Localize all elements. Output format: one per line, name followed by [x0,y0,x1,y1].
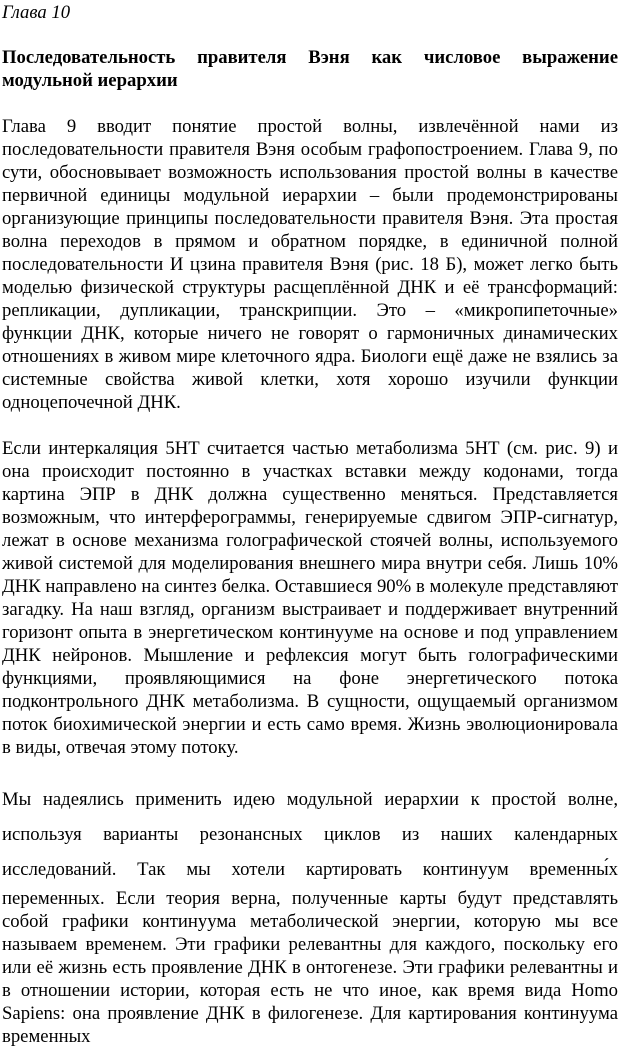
paragraph-1: Глава 9 вводит понятие простой волны, извлечённой нами из последовательности правителя Вэня особым графопостроением. Глава 9, по сути, обосновывает возможность использования простой волны в качестве первичной единицы модульной иерархии – были продемонстрированы организующие принципы последовательности правителя Вэня. Эта простая волна переходов в прямом и обратном порядке, в единичной полной последовательности И цзина правителя Вэня (рис. 18 Б), может легко быть моделью физической структуры расщеплённой ДНК и её трансформаций: репликации, дупликации, транскрипции. Это – «микропипеточные» функции ДНК, которые ничего не говорят о гармоничных динамических отношениях в живом мире клеточного ядра. Биологи ещё даже не взялись за системные свойства живой клетки, хотя хорошо изучили функции одноцепочечной ДНК. [2,116,618,413]
paragraph-2: Если интеркаляция 5НТ считается частью метаболизма 5НТ (см. рис. 9) и она происходит постоянно в участках вставки между кодонами, тогда картина ЭПР в ДНК должна существенно меняться. Представляется возможным, что интерферограммы, генерируемые сдвигом ЭПР-сигнатур, лежат в основе механизма голографической стоячей волны, используемого живой системой для моделирования внешнего мира внутри себя. Лишь 10% ДНК направлено на синтез белка. Оставшиеся 90% в молекуле представляют загадку. На наш взгляд, организм выстраивает и поддерживает внутренний горизонт опыта в энергетическом континууме на основе и под управлением ДНК нейронов. Мышление и рефлексия могут быть голографическими функциями, проявляющимися на фоне энергетического потока подконтрольного ДНК метаболизма. В сущности, ощущаемый организмом поток биохимической энергии и есть само время. Жизнь эволюционировала в виды, отвечая этому потоку. [2,438,618,758]
paragraph-3-continuation: переменных. Если теория верна, полученные карты будут представлять собой графики континуума метаболической энергии, которую мы все называем временем. Эти графики релевантны для каждого, поскольку его или её жизнь есть проявление ДНК в онтогенезе. Эти графики релевантны и в отношении истории, которая есть не что иное, как время вида Homo Sapiens: она проявление ДНК в филогенезе. Для картирования континуума временных [2,888,618,1047]
paragraph-3-opening: Мы надеялись применить идею модульной иерархии к простой волне, используя варианты резонансных циклов из наших календарных исследований. Так мы хотели картировать континуум временны́х [2,789,618,880]
paragraph-3 [2,782,618,1048]
section-heading: Последовательность правителя Вэня как числовое выражение модульной иерархии [2,47,618,91]
chapter-label: Глава 10 [2,2,71,23]
document-page [2,0,618,1048]
